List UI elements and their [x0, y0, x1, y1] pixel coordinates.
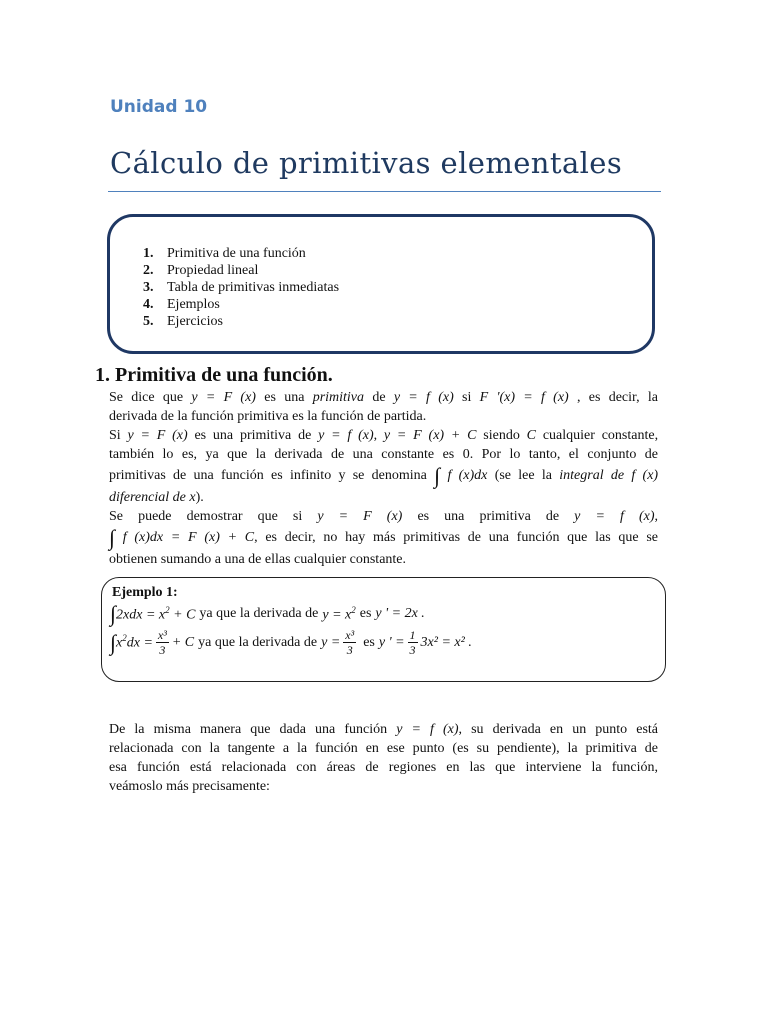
title-rule	[108, 191, 661, 192]
paragraph-line: relacionada con la tangente a la función en ese punto (es su pendiente), la primitiva de	[109, 741, 658, 756]
toc-label: Ejemplos	[167, 297, 220, 312]
denominator: 3	[409, 643, 416, 657]
denominator: 3	[159, 643, 166, 657]
exponent: 2	[122, 633, 127, 644]
math-expression: y = f (x)	[393, 390, 454, 405]
text: ,	[654, 509, 658, 524]
math-text: f (x)dx	[447, 468, 488, 483]
paragraph-line	[109, 488, 658, 507]
text: es una primitiva de	[417, 509, 560, 524]
math-expression: y = f (x)	[396, 722, 459, 737]
text: , es decir, la	[577, 390, 659, 405]
paragraph-line	[109, 526, 658, 550]
math-expression	[116, 633, 153, 652]
math-text: dx =	[126, 635, 153, 651]
paragraph-line: esa función está relacionada con áreas de regiones en las que interviene la función,	[109, 760, 658, 775]
math-expression: y ' = 2x .	[375, 606, 425, 622]
paragraph-line: veámoslo más precisamente:	[109, 779, 270, 794]
math-expression: y = f (x)	[318, 428, 374, 443]
math-text: + C	[171, 634, 195, 650]
fraction	[156, 628, 169, 657]
paragraph-line: obtienen sumando a una de ellas cualquier constante.	[109, 552, 407, 567]
text: es	[363, 634, 375, 650]
integral-sign: ∫	[434, 463, 441, 488]
text: ya que la derivada de	[199, 606, 319, 622]
math-text: f (x)dx = F (x) + C	[122, 530, 255, 545]
text: Si	[109, 428, 121, 443]
math-expression: C	[526, 428, 536, 443]
text: ).	[195, 490, 204, 505]
text: Se puede demostrar que si	[109, 509, 303, 524]
toc-number: 4.	[143, 297, 154, 312]
toc-label: Tabla de primitivas inmediatas	[167, 280, 340, 295]
math-expression: y = F (x) + C	[383, 428, 477, 443]
text: (se lee la	[494, 468, 552, 483]
paragraph-line	[109, 464, 658, 488]
math-text: 2xdx = x	[116, 607, 166, 623]
emphasis-text: diferencial de x	[109, 490, 196, 505]
math-text: y =	[321, 634, 341, 650]
text: , su derivada en un punto está	[458, 722, 659, 737]
toc-number: 5.	[143, 314, 154, 329]
emphasis-text: integral de	[559, 468, 625, 483]
math-expression: f (x)	[631, 468, 659, 483]
text: primitivas de una función es infinito y se denomina	[109, 468, 427, 483]
math-text: + C	[173, 607, 196, 623]
toc-number: 3.	[143, 280, 154, 295]
toc-item	[143, 313, 339, 330]
text: es una primitiva de	[194, 428, 312, 443]
section-heading: 1. Primitiva de una función.	[95, 364, 333, 386]
math-text: y = x	[322, 607, 352, 623]
table-of-contents	[107, 214, 655, 354]
math-expression: y = f (x)	[574, 509, 655, 524]
math-expression	[322, 605, 355, 624]
example-box	[101, 577, 666, 682]
math-expression: F '(x) = f (x)	[479, 390, 569, 405]
paragraph-line	[109, 426, 658, 445]
text: ya que la derivada de	[198, 634, 318, 650]
emphasis-text: primitiva	[312, 390, 365, 405]
toc-number: 2.	[143, 263, 154, 278]
math-text: x	[116, 635, 123, 651]
toc-item	[143, 262, 339, 279]
integral-sign: ∫	[109, 525, 116, 550]
math-text: 3x² = x² .	[420, 634, 472, 650]
math-expression	[434, 463, 488, 488]
text: es	[359, 606, 372, 622]
math-expression	[109, 525, 255, 550]
example-line: ∫ $2xdx = x^2 + C$ ya que la derivada de $y = x^2$ es y ' = 2x .	[110, 601, 425, 627]
math-expression	[116, 605, 195, 624]
math-text: y ' =	[378, 634, 405, 650]
text: siendo	[483, 428, 520, 443]
math-expression: y = F (x)	[127, 428, 188, 443]
toc-number: 1.	[143, 246, 154, 261]
example-title: Ejemplo 1:	[112, 585, 178, 600]
text: si	[462, 390, 472, 405]
text: es una	[264, 390, 305, 405]
page-title: Cálculo de primitivas elementales	[110, 146, 623, 180]
exponent: 2	[165, 605, 170, 615]
text: de	[372, 390, 386, 405]
paragraph-line: derivada de la función primitiva es la función de partida.	[109, 409, 427, 424]
fraction	[408, 628, 418, 657]
section-body	[109, 388, 658, 569]
paragraph-line: también lo es, ya que la derivada de una constante es 0. Por lo tanto, el conjunto de	[109, 447, 658, 462]
toc-list	[143, 245, 339, 330]
paragraph-line	[109, 720, 658, 739]
text: De la misma manera que dada una función	[109, 722, 388, 737]
toc-item	[143, 279, 339, 296]
numerator: x³	[345, 628, 355, 642]
denominator: 3	[346, 643, 353, 657]
math-expression: y = F (x)	[191, 390, 256, 405]
unit-label: Unidad 10	[110, 97, 208, 117]
text: ,	[373, 428, 378, 443]
example-line: ∫ $x^2dx$ = $\frac{\text{x³}}{3}$ + C ya que la derivada de y = $\frac{\text{x³}}{3}$ es y ' = $\frac{1}{3}$ 3x² = x² .	[110, 628, 472, 657]
closing-paragraph	[109, 720, 658, 796]
toc-label: Primitiva de una función	[167, 246, 306, 261]
toc-item	[143, 245, 339, 262]
paragraph-line	[109, 507, 658, 526]
text: Se dice que	[109, 390, 184, 405]
exponent: 2	[351, 605, 356, 615]
math-expression: y = F (x)	[317, 509, 403, 524]
paragraph-line	[109, 388, 658, 407]
toc-label: Propiedad lineal	[167, 263, 259, 278]
fraction	[343, 628, 356, 657]
text: , es decir, no hay más primitivas de una función que las que se	[254, 530, 658, 545]
numerator: 1	[409, 628, 416, 642]
numerator: x³	[157, 628, 167, 642]
toc-item	[143, 296, 339, 313]
toc-label: Ejercicios	[167, 314, 223, 329]
text: cualquier constante,	[542, 428, 659, 443]
